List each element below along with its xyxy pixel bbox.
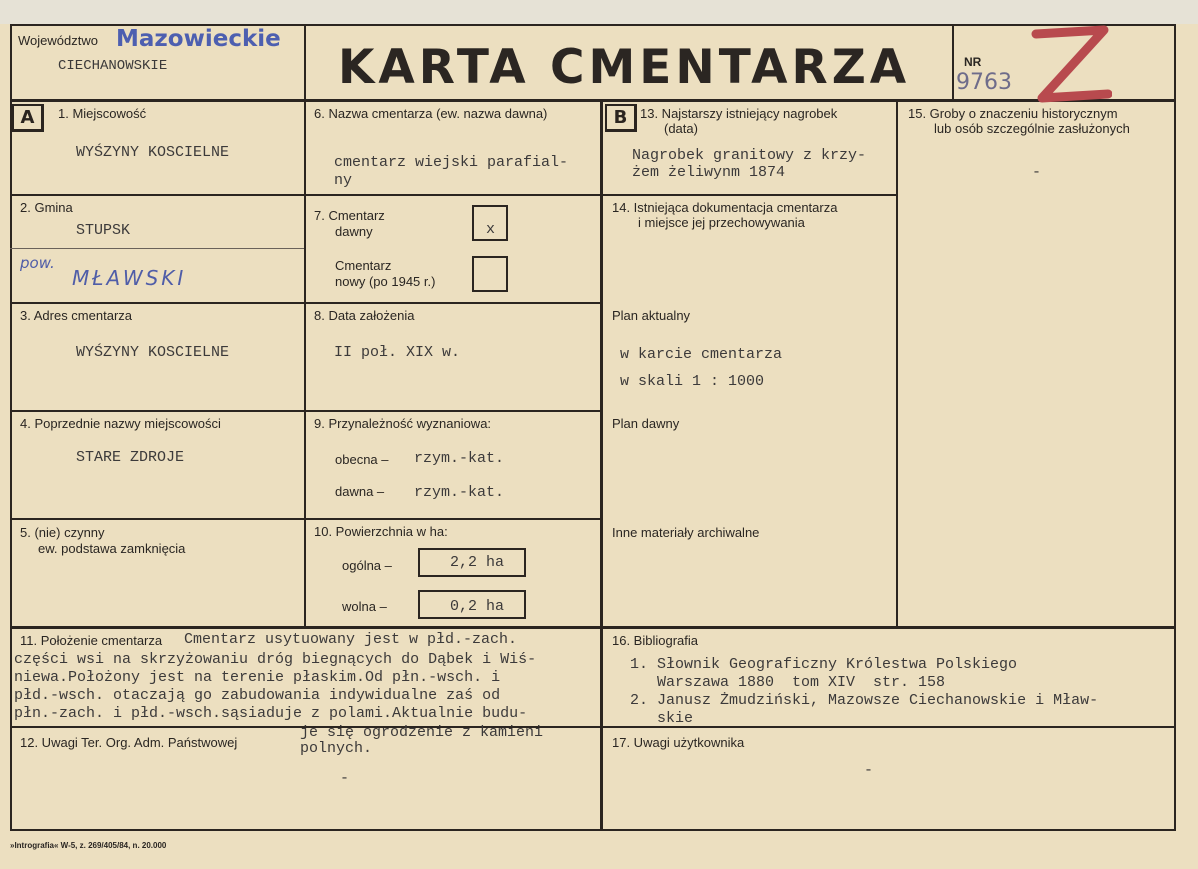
frame-right-line <box>1174 24 1176 831</box>
plan-aktualny-label: Plan aktualny <box>612 308 691 323</box>
polozenie-line-2: części wsi na skrzyżowaniu dróg biegnących do Dąbek i Wiś- <box>14 651 537 668</box>
wolna-value-box[interactable] <box>418 590 526 619</box>
polozenie-line-7: polnych. <box>300 740 373 757</box>
plan-aktualny-value-1: w karcie cmentarza <box>620 346 783 363</box>
nazwa-value-line1: cmentarz wiejski parafial- <box>334 154 569 171</box>
groby-label-1: 15. Groby o znaczeniu historycznym <box>908 106 1118 121</box>
county-value: CIECHANOWSKIE <box>58 58 168 74</box>
wolna-value: 0,2 ha <box>450 598 505 615</box>
cmentarz-dawny-checkbox[interactable] <box>472 205 508 241</box>
groby-value: - <box>1032 164 1042 181</box>
nr-value: 9763 <box>956 70 1012 95</box>
czynny-label: 5. (nie) czynny <box>20 525 105 540</box>
nazwa-value-line2: ny <box>334 172 353 189</box>
przynaleznosc-label: 9. Przynależność wyznaniowa: <box>314 416 492 431</box>
groby-label-2: lub osób szczególnie zasłużonych <box>934 121 1130 136</box>
header-divider-1 <box>304 24 306 100</box>
stamp-letter-z <box>1028 24 1112 108</box>
ogolna-value: 2,2 ha <box>450 554 505 571</box>
print-note: »Intrografia« W-5, z. 269/405/84, n. 20.000 <box>10 841 167 850</box>
uwagi-ter-label: 12. Uwagi Ter. Org. Adm. Państwowej <box>20 735 238 750</box>
powiat-value: MŁAWSKI <box>72 266 187 290</box>
bibliografia-line-4: skie <box>630 710 694 727</box>
frame-left-line <box>10 24 12 831</box>
uwagi-uzytkownika-value: - <box>864 762 874 779</box>
dawna-label: dawna – <box>335 484 385 499</box>
polozenie-label: 11. Położenie cmentarza <box>20 633 163 648</box>
polozenie-line-3: niewa.Położony jest na terenie płaskim.Od płn.-wsch. i <box>14 669 501 686</box>
row-line-2 <box>10 302 602 304</box>
inne-materialy-label: Inne materiały archiwalne <box>612 525 760 540</box>
cmentarz-nowy-checkbox[interactable] <box>472 256 508 292</box>
wolna-label: wolna – <box>342 599 387 614</box>
zamkniecie-label: ew. podstawa zamknięcia <box>38 541 186 556</box>
najstarszy-label-1: 13. Najstarszy istniejący nagrobek <box>640 106 838 121</box>
adres-label: 3. Adres cmentarza <box>20 308 132 323</box>
column-divider-b <box>600 100 603 831</box>
header-bottom-line <box>10 99 1176 102</box>
wojewodztwo-value: Mazowieckie <box>116 26 281 52</box>
section-a-badge: A <box>12 104 44 132</box>
page-title: KARTA CMENTARZA <box>338 40 911 95</box>
miejscowosc-value: WYŚZYNY KOSCIELNE <box>76 144 230 161</box>
najstarszy-value-1: Nagrobek granitowy z krzy- <box>632 147 867 164</box>
bibliografia-label: 16. Bibliografia <box>612 633 698 648</box>
bibliografia-line-2: Warszawa 1880 tom XIV str. 158 <box>630 674 946 691</box>
polozenie-line-4: płd.-wsch. otaczają go zabudowania indywidualne zaś od <box>14 687 501 704</box>
dokumentacja-label-2: i miejsce jej przechowywania <box>638 215 805 230</box>
polozenie-line-6: je się ogrodzenie z kamieni <box>300 724 544 741</box>
polozenie-line-1: Cmentarz usytuowany jest w płd.-zach. <box>184 631 518 648</box>
row-line-4 <box>10 518 602 520</box>
gmina-label: 2. Gmina <box>20 200 73 215</box>
bibliografia-line-1: 1. Słownik Geograficzny Królestwa Polskiego <box>630 656 1018 673</box>
column-divider-a <box>304 100 306 628</box>
section-b-badge: B <box>605 104 637 132</box>
poprzednie-label: 4. Poprzednie nazwy miejscowości <box>20 416 221 431</box>
nr-label: NR <box>964 55 982 69</box>
uwagi-ter-value: - <box>340 770 350 787</box>
nazwa-label: 6. Nazwa cmentarza (ew. nazwa dawna) <box>314 106 548 121</box>
uwagi-uzytkownika-label: 17. Uwagi użytkownika <box>612 735 745 750</box>
row-line-1 <box>10 194 602 196</box>
adres-value: WYŚZYNY KOSCIELNE <box>76 344 230 361</box>
dawna-value: rzym.-kat. <box>414 484 505 501</box>
paper-top-edge <box>0 0 1198 24</box>
ogolna-value-box[interactable] <box>418 548 526 577</box>
najstarszy-label-2: (data) <box>664 121 698 136</box>
gmina-value: STUPSK <box>76 222 131 239</box>
wojewodztwo-label: Województwo <box>18 33 98 48</box>
powiat-prefix: pow. <box>20 254 55 272</box>
miejscowosc-label: 1. Miejscowość <box>58 106 147 121</box>
dokumentacja-label-1: 14. Istniejąca dokumentacja cmentarza <box>612 200 838 215</box>
cmentarz-label: 7. Cmentarz <box>314 208 385 223</box>
plan-aktualny-value-2: w skali 1 : 1000 <box>620 373 765 390</box>
bibliografia-line-3: 2. Janusz Żmudziński, Mazowsze Ciechanowskie i Mław- <box>630 692 1099 709</box>
obecna-label: obecna – <box>335 452 389 467</box>
row-line-lower <box>10 626 1176 629</box>
najstarszy-value-2: żem żeliwynm 1874 <box>632 164 786 181</box>
column-divider-c <box>896 100 898 628</box>
frame-bottom-line <box>10 829 1176 831</box>
header-divider-2 <box>952 24 954 100</box>
cmentarz-nowy-label-1: Cmentarz <box>335 258 392 273</box>
plan-dawny-label: Plan dawny <box>612 416 680 431</box>
data-zalozenia-value: II poł. XIX w. <box>334 344 461 361</box>
obecna-value: rzym.-kat. <box>414 450 505 467</box>
row-line-gmina-sub <box>10 248 304 249</box>
data-zalozenia-label: 8. Data założenia <box>314 308 415 323</box>
row-line-b1 <box>600 194 898 196</box>
ogolna-label: ogólna – <box>342 558 392 573</box>
row-line-bottom <box>10 726 1176 728</box>
powierzchnia-label: 10. Powierzchnia w ha: <box>314 524 448 539</box>
polozenie-line-5: płn.-zach. i płd.-wsch.sąsiaduje z polami.Aktualnie budu- <box>14 705 528 722</box>
row-line-3 <box>10 410 602 412</box>
checkbox-mark: x <box>486 221 496 238</box>
cmentarz-nowy-label-2: nowy (po 1945 r.) <box>335 274 436 289</box>
poprzednie-value: STARE ZDROJE <box>76 449 185 466</box>
cmentarz-dawny-label: dawny <box>335 224 373 239</box>
